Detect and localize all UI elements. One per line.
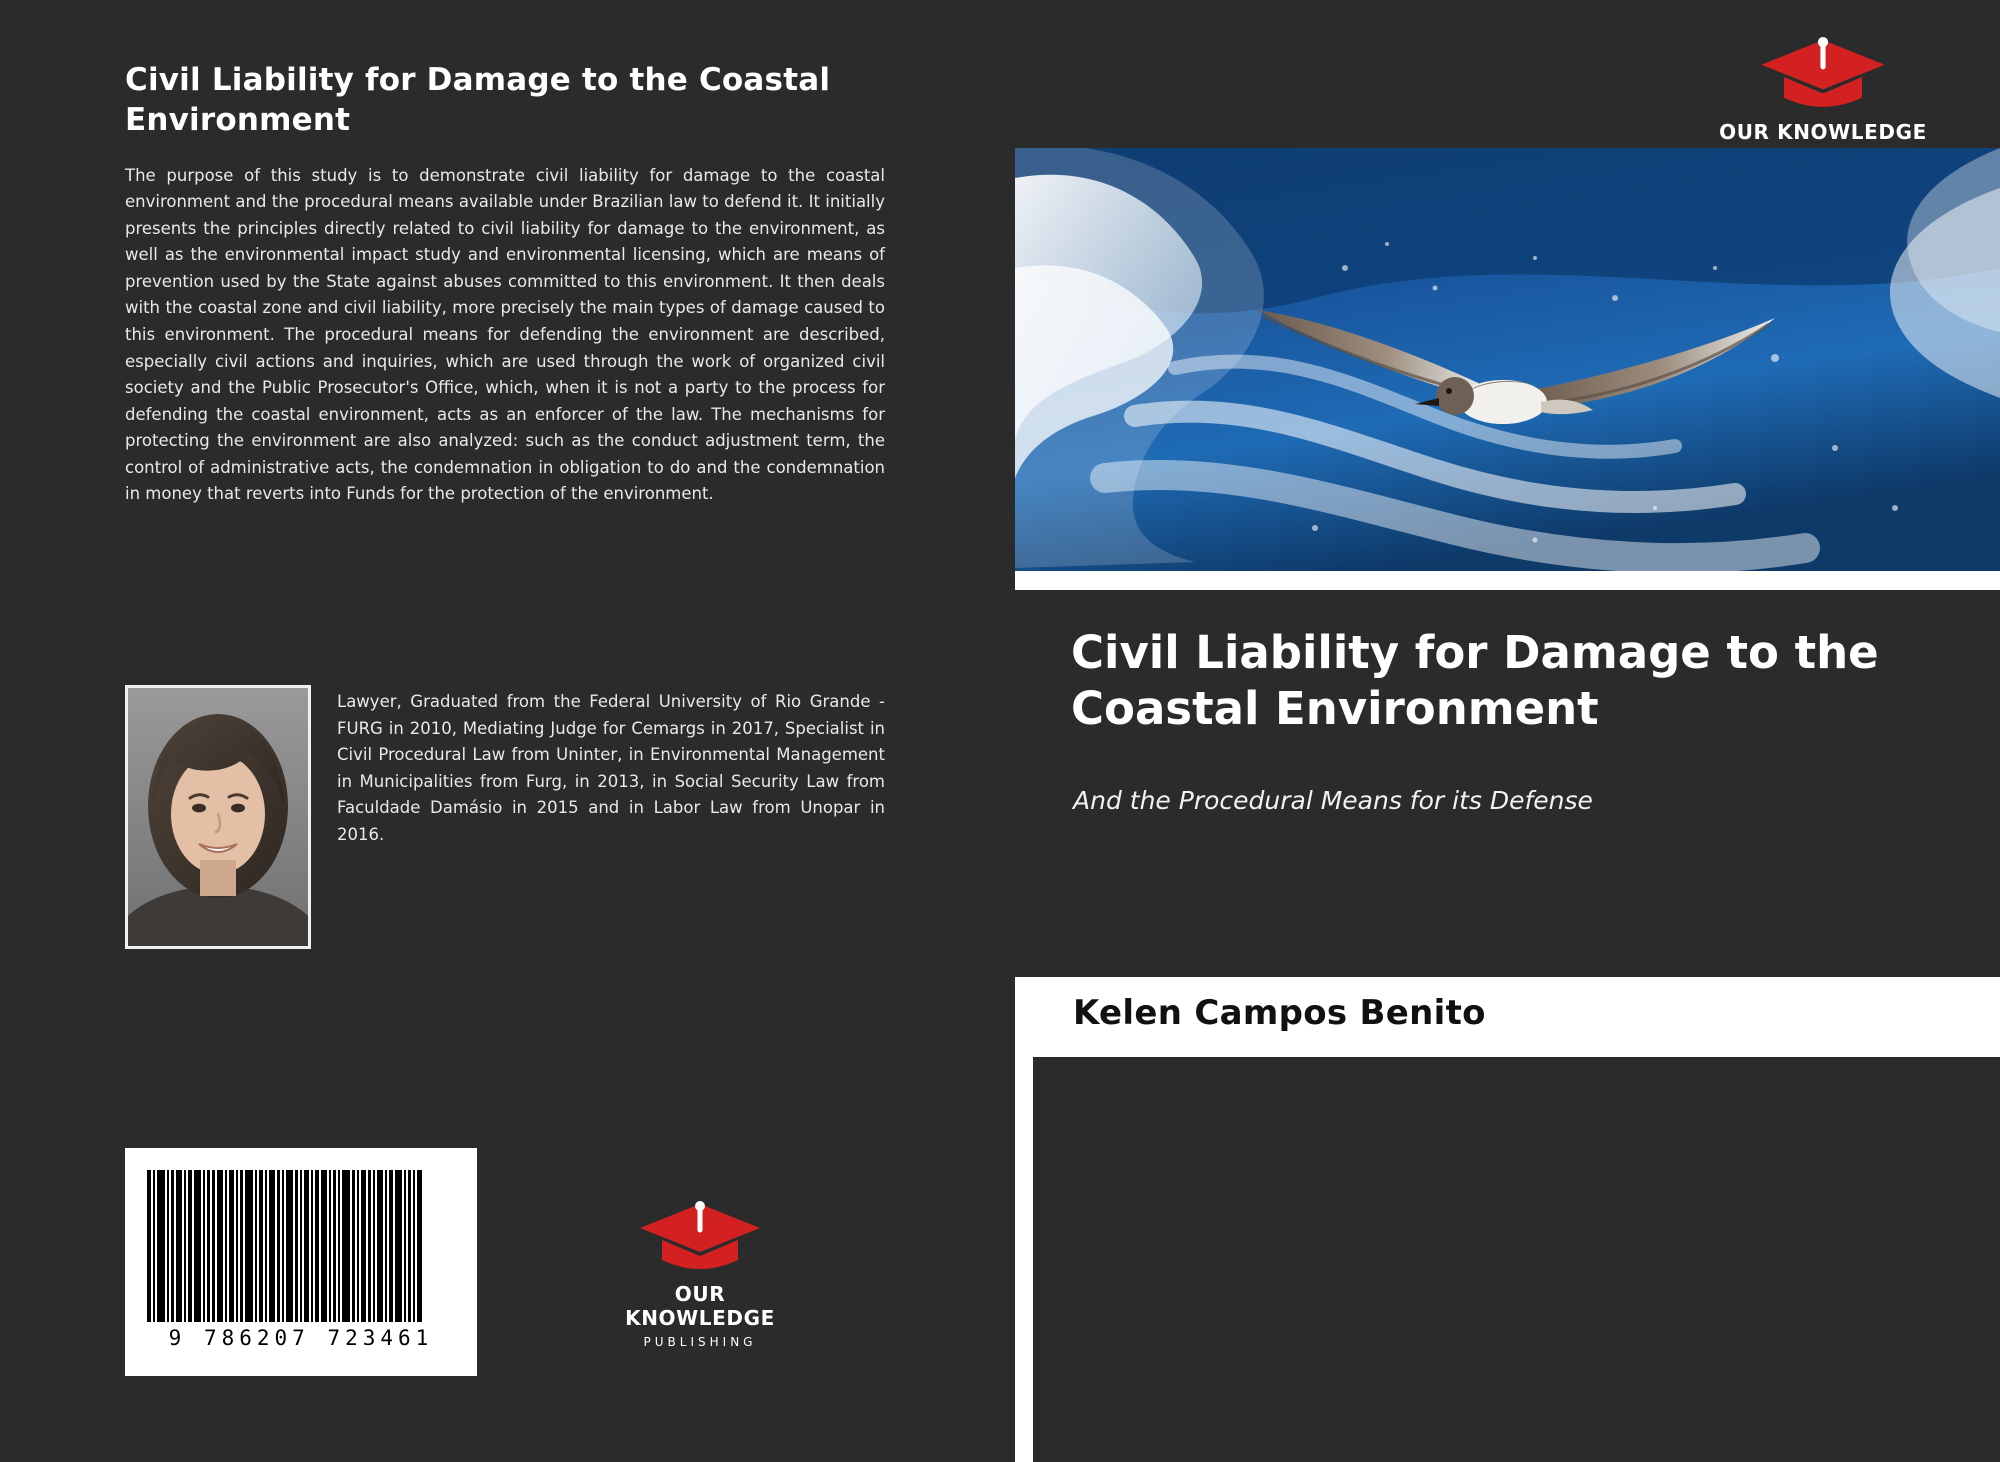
back-cover-panel	[0, 0, 975, 1462]
author-bio: Lawyer, Graduated from the Federal University of Rio Grande - FURG in 2010, Mediating Judge for Cemargs in 2017, Specialist in Civil Procedural Law from Uninter, in Environmental Management in Municipalities from Furg, in 2013, in Social Security Law from Faculdade Damásio in 2015 and in Labor Law from Unopar in 2016.	[337, 692, 885, 844]
graduation-cap-icon	[1708, 36, 1938, 112]
spine	[975, 0, 1015, 1462]
barcode-number: 9 786207 723461	[168, 1326, 434, 1350]
front-cover-bottom-fill	[1015, 1057, 2000, 1462]
front-cover-subtitle: And the Procedural Means for its Defense	[1073, 786, 1593, 815]
barcode	[125, 1148, 477, 1376]
barcode-bars	[147, 1170, 455, 1322]
spine-fill	[975, 0, 1015, 1462]
author-photo	[125, 685, 311, 949]
front-cover-author: Kelen Campos Benito	[1073, 993, 1486, 1033]
publisher-name: OUR KNOWLEDGE	[1719, 120, 1927, 144]
publisher-tagline: PUBLISHING	[643, 1335, 757, 1349]
front-cover-bottom-edge	[1015, 1057, 1033, 1462]
front-cover-author-bar	[1015, 977, 2000, 1057]
cover-photo-seabird-over-ocean	[1015, 148, 2000, 571]
front-cover-divider	[1015, 571, 2000, 590]
front-cover-title-block	[1015, 590, 2000, 977]
publisher-name: OUR KNOWLEDGE	[625, 1282, 775, 1330]
publisher-logo-front	[1708, 36, 1938, 163]
publisher-logo-back	[600, 1200, 800, 1349]
graduation-cap-icon	[600, 1200, 800, 1274]
back-cover-title: Civil Liability for Damage to the Coastal Environment	[125, 62, 831, 139]
back-cover-text-block	[125, 60, 885, 508]
front-cover-title: Civil Liability for Damage to the Coastal Environment	[1071, 626, 1879, 735]
back-cover-blurb: The purpose of this study is to demonstrate civil liability for damage to the coastal environment and the procedural means available under Brazilian law to defend it. It initially presents the principles directly related to civil liability for damage to the environment, as well as the environmental impact study and environmental licensing, which are means of prevention used by the State against abuses committed to this environment. It then deals with the coastal zone and civil liability, more precisely the main types of damage caused to this environment. The procedural means for defending the environment are described, especially civil actions and inquiries, which are used through the work of organized civil society and the Public Prosecutor's Office, which, when it is not a party to the process for defending the coastal environment, acts as an enforcer of the law. The mechanisms for protecting the environment are also analyzed: such as the conduct adjustment term, the control of administrative acts, the condemnation in obligation to do and the condemnation in money that reverts into Funds for the protection of the environment.	[125, 165, 885, 504]
front-cover-panel	[1015, 0, 2000, 1462]
